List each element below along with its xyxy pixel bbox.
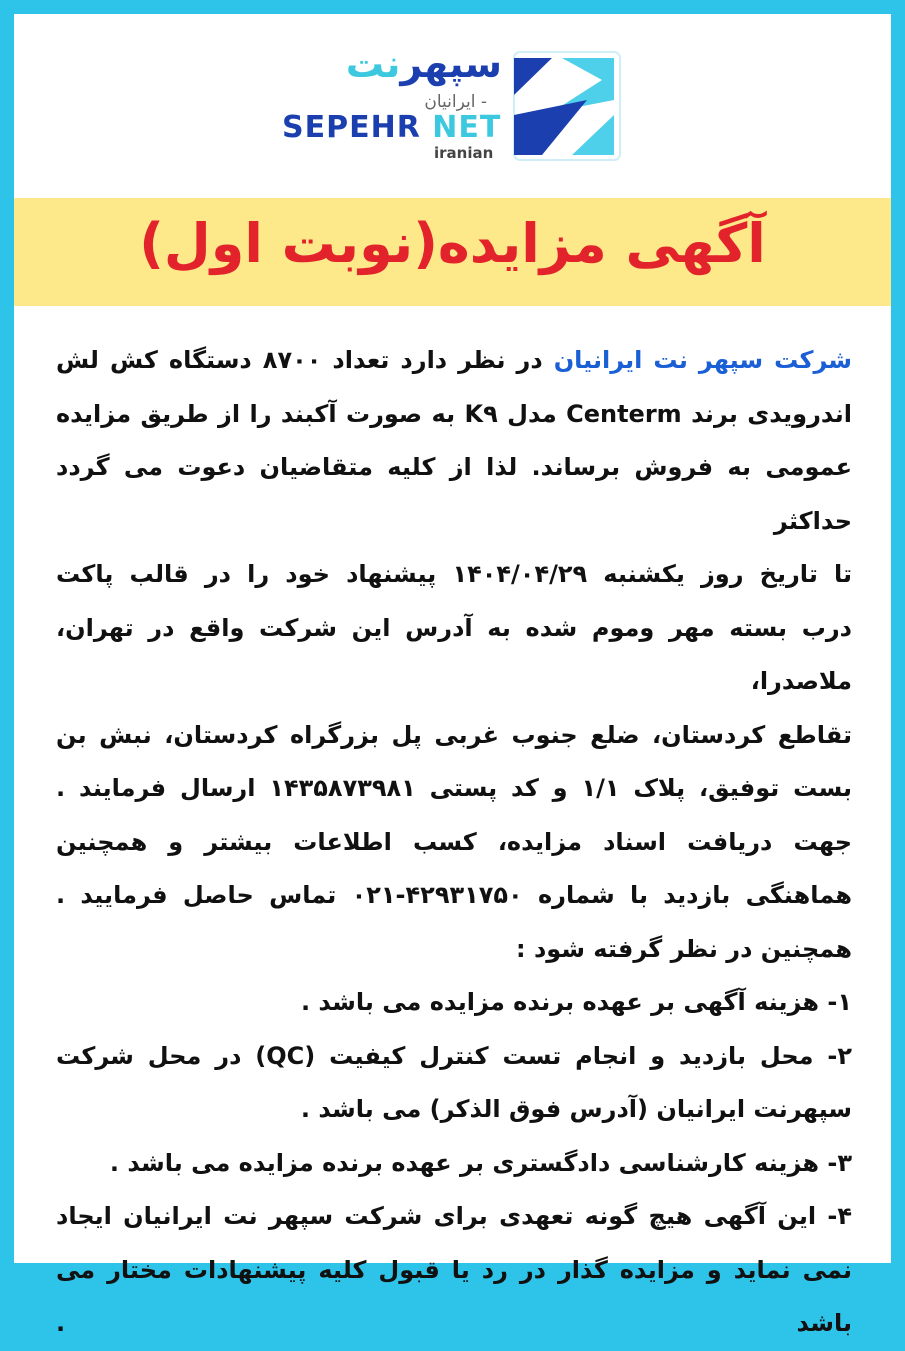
company-name: شرکت سپهر نت ایرانیان — [553, 346, 852, 374]
logo-fa-part2: نت — [345, 42, 401, 86]
body-line: جهت دریافت اسناد مزایده، کسب اطلاعات بیشتر و همچنین — [56, 827, 852, 856]
logo-persian-name — [346, 42, 502, 86]
title-band — [14, 198, 891, 306]
body-line: تقاطع کردستان، ضلع جنوب غربی پل بزرگراه کردستان، نبش بن — [56, 720, 852, 749]
logo-english-sub: iranian — [434, 144, 494, 162]
condition-item: ۲- محل بازدید و انجام تست کنترل کیفیت (QC) در محل شرکت — [56, 1041, 853, 1070]
logo-fa-part1: سپهر — [400, 42, 502, 86]
logo-mark-icon — [512, 50, 622, 162]
logo-en-part2: NET — [432, 110, 502, 145]
logo-persian-sub: - ایرانیان — [424, 92, 487, 112]
body-line: تا تاریخ روز یکشنبه ۱۴۰۴/۰۴/۲۹ پیشنهاد خود را در قالب پاکت — [56, 560, 852, 588]
conditions-heading: همچنین در نظر گرفته شود : — [516, 934, 852, 963]
body-line — [56, 334, 852, 388]
ad-body — [56, 334, 852, 1351]
condition-item: ۱- هزینه آگهی بر عهده برنده مزایده می باشد . — [300, 988, 852, 1016]
body-line-text: در نظر دارد تعداد ۸۷۰۰ دستگاه کش لش — [56, 346, 554, 374]
condition-item-cont: نمی نماید و مزایده گذار در رد یا قبول کلیه پیشنهادات مختار می باشد . — [56, 1255, 852, 1337]
logo-en-part1: SEPEHR — [282, 110, 421, 145]
body-line: عمومی به فروش برساند. لذا از کلیه متقاضیان دعوت می گردد حداکثر — [56, 453, 852, 535]
condition-item: ۴- این آگهی هیچ گونه تعهدی برای شرکت سپهر نت ایرانیان ایجاد — [56, 1202, 852, 1230]
condition-item-cont: سپهرنت ایرانیان (آدرس فوق الذکر) می باشد . — [300, 1095, 852, 1123]
logo-english-name — [282, 110, 501, 145]
company-logo — [282, 40, 622, 165]
ad-title: آگهی مزایده(نوبت اول) — [139, 212, 766, 275]
body-line: اندرویدی برند Centerm مدل K۹ به صورت آکبند را از طریق مزایده — [56, 399, 852, 428]
condition-item: ۳- هزینه کارشناسی دادگستری بر عهده برنده مزایده می باشد . — [109, 1148, 852, 1177]
body-line: درب بسته مهر وموم شده به آدرس این شرکت واقع در تهران، ملاصدرا، — [56, 613, 852, 695]
body-line: هماهنگی بازدید با شماره ۴۲۹۳۱۷۵۰-۰۲۱ تماس حاصل فرمایید . — [56, 881, 852, 909]
body-line: بست توفیق، پلاک ۱/۱ و کد پستی ۱۴۳۵۸۷۳۹۸۱ ارسال فرمایند . — [56, 774, 852, 802]
